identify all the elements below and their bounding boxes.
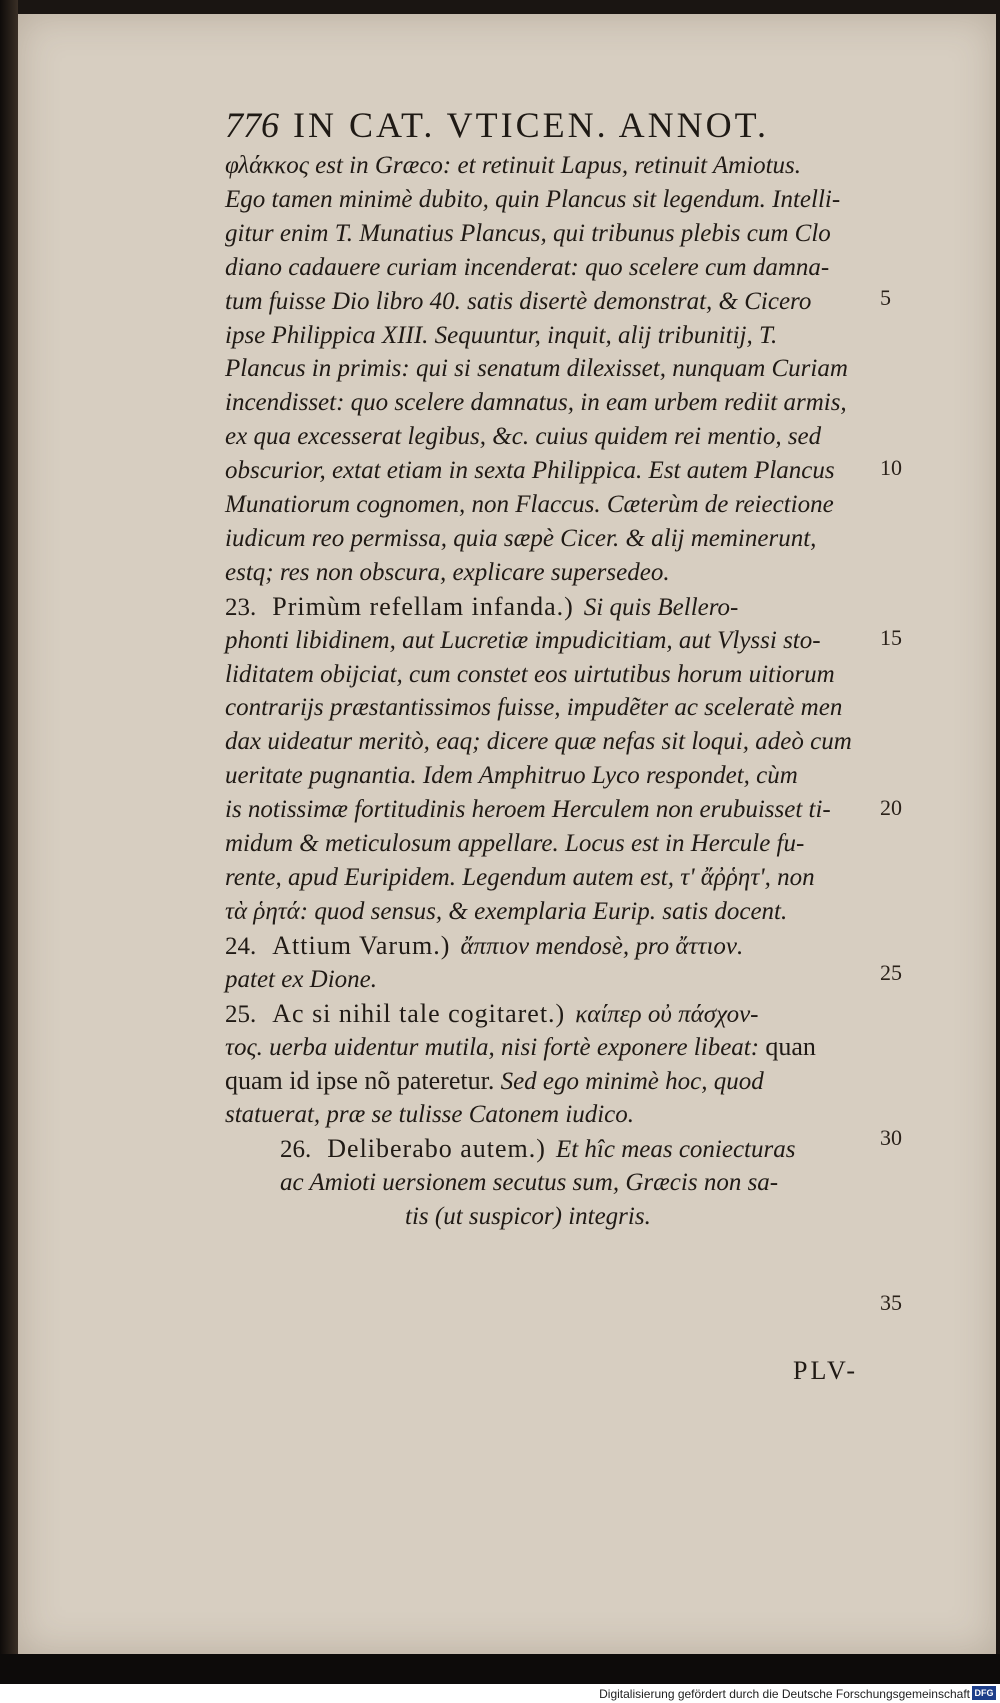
text-line (225, 555, 670, 591)
text-line (225, 453, 835, 489)
text-line (225, 690, 842, 726)
line-text: estq; res non obscura, explicare supersedeo. (225, 558, 670, 586)
catchword: PLV- (793, 1356, 859, 1385)
text-line (225, 758, 798, 794)
text-line (225, 826, 804, 862)
line-text: diano cadauere curiam incenderat: quo scelere cum damna- (225, 253, 830, 281)
text-line (225, 792, 831, 828)
text-line (225, 521, 816, 557)
line-text: patet ex Dione. (225, 965, 378, 993)
text-line (225, 1029, 816, 1066)
roman-text: quam id ipse nõ pateretur. (225, 1066, 495, 1096)
note-lemma: Attium Varum.) (272, 930, 451, 960)
note-lemma-line (225, 928, 743, 965)
digitization-footer (0, 1654, 1000, 1703)
text-line (280, 1165, 778, 1201)
line-text: τος. uerba uidentur mutila, nisi fortè exponere libeat: (225, 1034, 760, 1062)
note-lemma: Deliberabo autem.) (327, 1134, 546, 1164)
note-lemma-line (225, 996, 759, 1033)
margin-line-number: 10 (880, 455, 902, 480)
note-lemma: Primùm refellam infanda.) (272, 591, 574, 621)
line-text: obscurior, extat etiam in sexta Philippica. Est autem Plancus (225, 457, 835, 485)
line-text: ex qua excesserat legibus, &c. cuius quidem rei mentio, sed (225, 423, 822, 451)
running-title: IN CAT. VTICEN. ANNOT. (293, 105, 769, 145)
text-line (225, 182, 840, 218)
note-lemma: Ac si nihil tale cogitaret.) (272, 998, 566, 1028)
text-line (225, 351, 848, 387)
text-line (225, 284, 811, 320)
text-line (225, 318, 777, 354)
line-text: contrarijs præstantissimos fuisse, impudẽter ac sceleratè men (225, 694, 843, 722)
text-line (225, 962, 377, 998)
page-number: 776 (225, 105, 279, 145)
line-text: liditatem obijciat, cum constet eos uirtutibus horum uitiorum (225, 660, 835, 688)
note-number: 25. (225, 1000, 257, 1028)
note-number: 23. (225, 593, 257, 621)
line-text: midum & meticulosum appellare. Locus est in Hercule fu- (225, 830, 805, 857)
text-line (405, 1199, 651, 1235)
text-line (225, 1063, 764, 1100)
line-text: incendisset: quo scelere damnatus, in eam urbem rediit armis, (225, 389, 847, 417)
line-text: Munatiorum cognomen, non Flaccus. Cæterùm de reiectione (225, 491, 834, 518)
text-line (225, 250, 829, 286)
line-text: Ego tamen minimè dubito, quin Plancus sit legendum. Intelli- (225, 185, 841, 213)
text-line (225, 860, 815, 896)
line-text: καίπερ οὐ πάσχον- (575, 1000, 759, 1028)
line-text: rente, apud Euripidem. Legendum autem est, τ' ἄῤῥητ', non (225, 863, 815, 891)
line-text: phonti libidinem, aut Lucretiæ impudicitiam, aut Vlyssi sto- (225, 626, 821, 654)
line-text: τὰ ῥητά: quod sensus, & exemplaria Eurip. satis docent. (225, 897, 788, 925)
line-text: Si quis Bellero- (583, 593, 739, 621)
text-line (225, 148, 801, 184)
margin-line-number: 35 (880, 1290, 902, 1315)
line-text: is notissimæ fortitudinis heroem Herculem non erubuisset ti- (225, 796, 831, 824)
text-line (225, 623, 821, 659)
line-text: dax uideatur meritò, eaq; dicere quæ nefas sit loqui, adeò cum (225, 728, 852, 756)
margin-line-number: 25 (880, 960, 902, 985)
line-text: ueritate pugnantia. Idem Amphitruo Lyco respondet, cùm (225, 762, 798, 790)
note-lemma-line (225, 589, 738, 626)
note-lemma-line (280, 1131, 795, 1168)
line-text: iudicum reo permissa, quia sæpè Cicer. & alij meminerunt, (225, 524, 817, 552)
margin-line-number: 20 (880, 795, 902, 820)
text-line (225, 1097, 634, 1133)
line-text: statuerat, præ se tulisse Catonem iudico. (225, 1101, 635, 1129)
text-line (225, 487, 834, 523)
line-text: Sed ego minimè hoc, quod (500, 1068, 764, 1096)
line-text: gitur enim T. Munatius Plancus, qui tribunus plebis cum Clo (225, 219, 831, 247)
line-text: φλάκκος est in Græco: et retinuit Lapus, retinuit Amiotus. (225, 152, 802, 179)
note-number: 26. (280, 1136, 312, 1164)
margin-line-number: 30 (880, 1125, 902, 1150)
funding-credit: Digitalisierung gefördert durch die Deutsche Forschungsgemeinschaft (599, 1687, 970, 1701)
note-number: 24. (225, 932, 257, 960)
text-line (225, 385, 847, 421)
text-line (225, 724, 852, 760)
book-gutter (0, 0, 18, 1703)
text-line (225, 419, 821, 455)
text-line (225, 216, 831, 252)
text-line (225, 657, 835, 693)
running-header (225, 104, 865, 144)
dfg-logo: DFG (972, 1686, 996, 1700)
line-text: ac Amioti uersionem secutus sum, Græcis non sa- (280, 1169, 779, 1196)
margin-line-number: 15 (880, 625, 902, 650)
text-line (225, 894, 787, 930)
line-text: tis (ut suspicor) integris. (405, 1202, 651, 1230)
line-text: tum fuisse Dio libro 40. satis disertè demonstrat, & Cicero (225, 287, 812, 315)
line-text: ipse Philippica XIII. Sequuntur, inquit, alij tribunitij, T. (225, 321, 778, 349)
line-text: ἄππιον mendosè, pro ἄττιον. (460, 932, 744, 960)
margin-line-number: 5 (880, 285, 891, 310)
line-text: Plancus in primis: qui si senatum dilexisset, nunquam Curiam (225, 355, 848, 383)
roman-text: quan (765, 1032, 816, 1062)
scan-edge-bar (0, 1654, 1000, 1684)
line-text: Et hîc meas coniecturas (555, 1136, 796, 1164)
